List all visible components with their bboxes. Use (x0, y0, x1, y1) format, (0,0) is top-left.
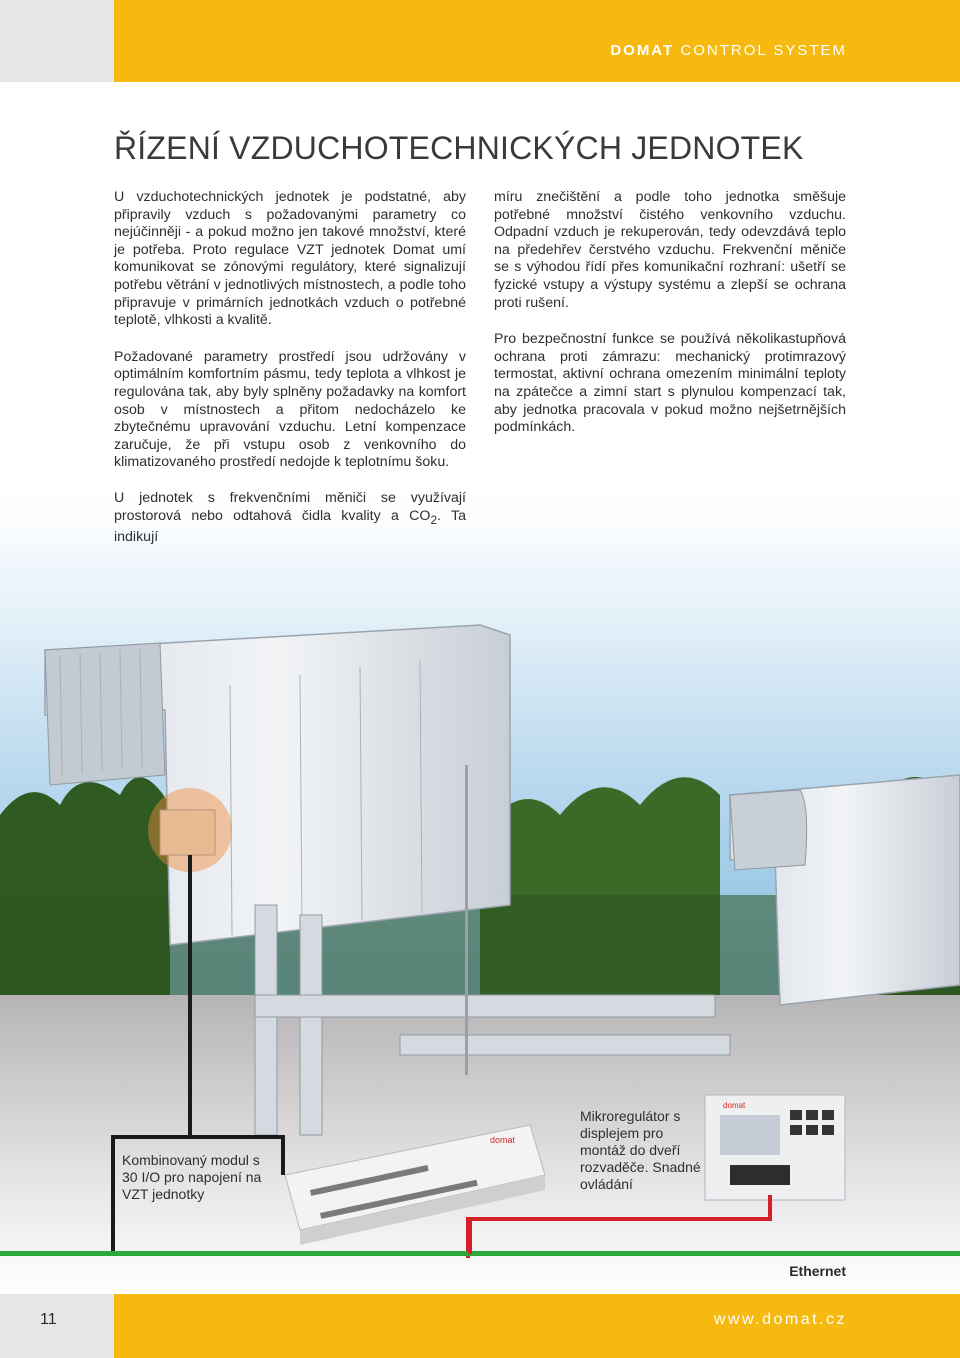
controller-caption: Mikroregulátor s displejem pro montáž do dveří rozvaděče. Snadné ovládání (580, 1108, 701, 1192)
text-column-left (114, 189, 466, 491)
paragraph: Pro bezpečnostní funkce se používá několikastupňová ochrana proti zámrazu: mechanický protimrazový termostat, aktivní ochrana omezením minimální teploty na zpátečce a zimní start s plynulou kompenzací tak, aby jednotka pracovala v pokud možno nejšetrnějších podmínkách. (494, 331, 846, 436)
ethernet-label: Ethernet (789, 1263, 846, 1279)
controller-device (705, 1095, 845, 1200)
header-bar (114, 0, 960, 82)
module-brand-text: domat (490, 1135, 516, 1145)
paragraph: U vzduchotechnických jednotek je podstatné, aby připravily vzduch s požadovanými parametry co nejúčinněji - a pokud možno jen takové množství, které je potřeba. Proto regulace VZT jednotek Domat umí komunikovat se zónovými regulátory, které signalizují potřebu větrání v jednotlivých místnostech, a podle toho připravuje v primárních jednotkách vzduch o potřebné teplotě, vlhkosti a kvalitě. (114, 189, 466, 329)
paragraph: Požadované parametry prostředí jsou udržovány v optimálním komfortním pásmu, tedy teplota a vlhkost je regulována tak, aby byly splněny požadavky na komfort osob v místnostech a přitom nedocházelo ke zbytečnému upravování vzduchu. Letní kompenzace zaručuje, že při vstupu osob z venkovního do klimatizovaného prostředí nedojde k teplotnímu šoku. (114, 348, 466, 471)
ethernet-line (0, 1251, 960, 1256)
text-column-right (494, 189, 846, 456)
header-gray-block (0, 0, 114, 82)
footer-gray-block (0, 1294, 114, 1358)
paragraph: U jednotek s frekvenčními měniči se využívají prostorová nebo odtahová čidla kvality a $CO_2$. Ta indikují (114, 490, 466, 546)
controller-brand-text: domat (723, 1101, 746, 1110)
brand-label: DOMAT CONTROL SYSTEM (610, 42, 847, 59)
module-caption: Kombinovaný modul s 30 I/O pro napojení na VZT jednotky (122, 1152, 262, 1202)
page-title: ŘÍZENÍ VZDUCHOTECHNICKÝCH JEDNOTEK (114, 130, 804, 166)
paragraph: míru znečištění a podle toho jednotka směšuje potřebné množství čistého venkovního vzduchu. Odpadní vzduch je rekuperován, tedy odevzdává teplo na předehřev čerstvého vzduchu. Frekvenční měniče se s výhodou řídí přes komunikační rozhraní: ušetří se fyzické vstupy a výstupy systému a zlepší se ochrana proti rušení. (494, 189, 846, 311)
text-column-left-continued (114, 490, 466, 566)
website-link[interactable]: www.domat.cz (713, 1311, 847, 1328)
page-number: 11 (40, 1311, 57, 1328)
